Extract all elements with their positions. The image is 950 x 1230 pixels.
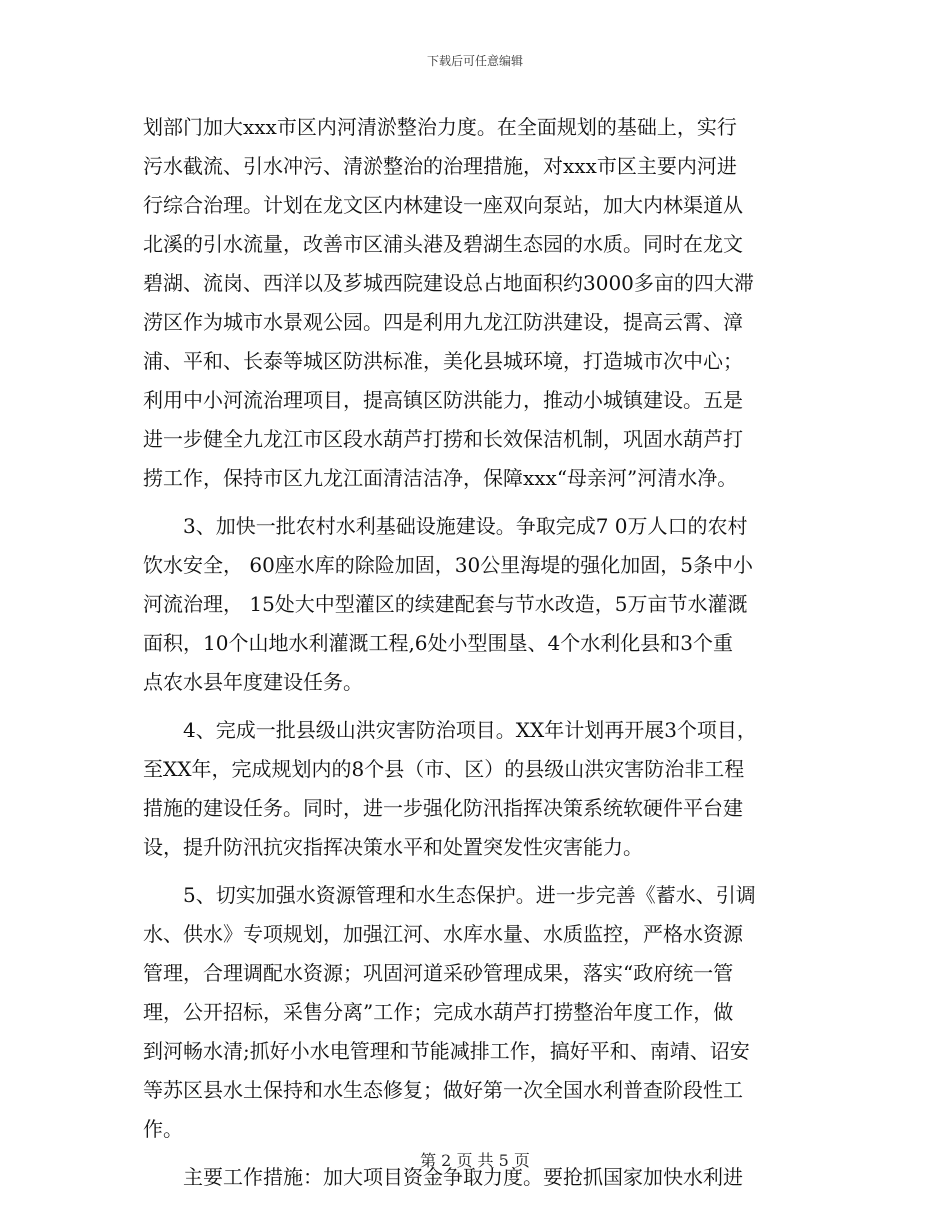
text-line: 至XX年，完成规划内的8个县（市、区）的县级山洪灾害防治非工程 (143, 757, 745, 781)
text-line: 设，提升防汛抗灾指挥决策水平和处置突发性灾害能力。 (143, 835, 643, 859)
paragraph (143, 711, 808, 867)
page-footer: 第 2 页 共 5 页 (420, 1151, 530, 1170)
text-line: 点农水县年度建设任务。 (143, 670, 363, 694)
page-header: 下载后可任意编辑 (426, 54, 523, 68)
paragraph (143, 876, 808, 1149)
text-line: 碧湖、流岗、西洋以及芗城西院建设总占地面积约3000多亩的四大滞 (143, 271, 754, 295)
text-line: 3、加快一批农村水利基础设施建设。争取完成7 0万人口的农村 (183, 514, 748, 538)
text-line: 浦、平和、长泰等城区防洪标准，美化县城环境，打造城市次中心； (143, 349, 743, 373)
text-line: 4、完成一批县级山洪灾害防治项目。XX年计划再开展3个项目， (183, 718, 757, 742)
paragraph (143, 108, 808, 498)
text-line: 措施的建设任务。同时，进一步强化防汛指挥决策系统软硬件平台建 (143, 796, 743, 820)
text-line: 污水截流、引水冲污、清淤整治的治理措施，对xxx市区主要内河进 (143, 154, 737, 178)
text-line: 作。 (143, 1117, 183, 1141)
text-line: 行综合治理。计划在龙文区内林建设一座双向泵站，加大内林渠道从 (143, 193, 743, 217)
paragraph-gap (143, 702, 808, 711)
text-line: 涝区作为城市水景观公园。四是利用九龙江防洪建设，提高云霄、漳 (143, 310, 743, 334)
text-line: 到河畅水清;抓好小水电管理和节能减排工作，搞好平和、南靖、诏安 (143, 1039, 750, 1063)
text-line: 5、切实加强水资源管理和水生态保护。进一步完善《蓄水、引调 (183, 883, 756, 907)
text-line: 划部门加大xxx市区内河清淤整治力度。在全面规划的基础上，实行 (143, 115, 737, 139)
text-line: 水、供水》专项规划，加强江河、水库水量、水质监控，严格水资源 (143, 922, 743, 946)
text-line: 河流治理， 15处大中型灌区的续建配套与节水改造，5万亩节水灌溉 (143, 592, 748, 616)
document-body (143, 108, 808, 1197)
text-line: 捞工作，保持市区九龙江面清洁洁净，保障xxx“母亲河”河清水净。 (143, 466, 738, 490)
text-line: 等苏区县水土保持和水生态修复；做好第一次全国水利普查阶段性工 (143, 1078, 743, 1102)
text-line: 利用中小河流治理项目，提高镇区防洪能力，推动小城镇建设。五是 (143, 388, 743, 412)
text-line: 进一步健全九龙江市区段水葫芦打捞和长效保洁机制，巩固水葫芦打 (143, 427, 743, 451)
text-line: 管理，合理调配水资源；巩固河道采砂管理成果，落实“政府统一管 (143, 961, 734, 985)
text-line: 北溪的引水流量，改善市区浦头港及碧湖生态园的水质。同时在龙文 (143, 232, 743, 256)
text-line: 理，公开招标，采售分离”工作；完成水葫芦打捞整治年度工作，做 (143, 1000, 734, 1024)
paragraph-gap (143, 867, 808, 876)
text-line: 主要工作措施：加大项目资金争取力度。要抢抓国家加快水利进 (183, 1165, 743, 1189)
text-line: 饮水安全， 60座水库的除险加固，30公里海堤的强化加固，5条中小 (143, 553, 753, 577)
paragraph (143, 507, 808, 702)
text-line: 面积，10个山地水利灌溉工程,6处小型围垦、4个水利化县和3个重 (143, 631, 733, 655)
paragraph-gap (143, 498, 808, 507)
